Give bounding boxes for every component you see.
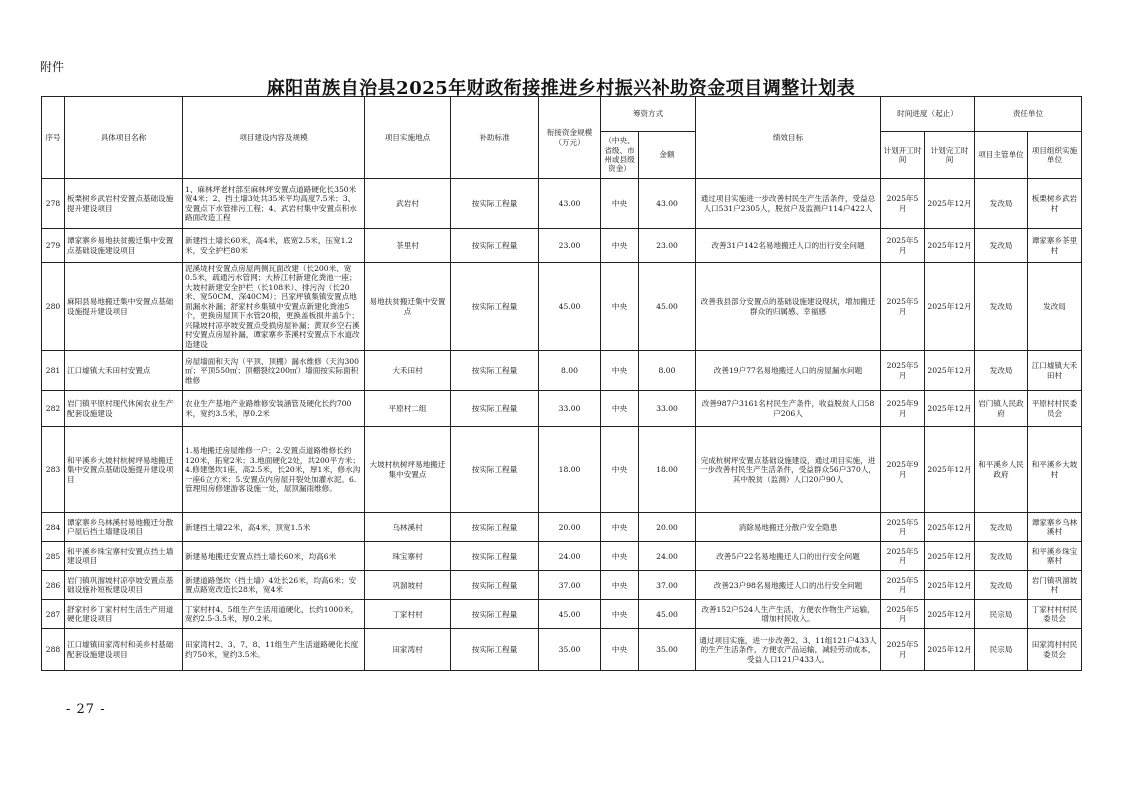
cell-dept: 发改局 xyxy=(975,542,1028,571)
cell-scale: 43.00 xyxy=(539,179,601,229)
cell-dept: 岩门镇人民政府 xyxy=(975,391,1028,427)
cell-location: 武岩村 xyxy=(365,179,451,229)
cell-start: 2025年5月 xyxy=(881,351,925,391)
cell-content: 农业生产基地产业路维修安装涵管及硬化长约700米，宽约3.5米，厚0.2米 xyxy=(183,391,365,427)
cell-src: 中央 xyxy=(601,629,639,671)
cell-end: 2025年12月 xyxy=(925,351,975,391)
cell-content: 房屋墙面和天沟（平顶、顶棚）漏水维修（天沟300㎡；平顶550㎡；顶棚裂纹200㎡）墙面按实际面积维修 xyxy=(183,351,365,391)
cell-name: 和平溪乡珠宝寨村安置点挡土墙建设项目 xyxy=(65,542,183,571)
cell-amount: 20.00 xyxy=(639,513,696,542)
cell-goal: 改善152户524人生产生活，方便农作物生产运输，增加村民收入。 xyxy=(696,600,881,629)
cell-seq: 281 xyxy=(42,351,65,391)
cell-location: 田家湾村 xyxy=(365,629,451,671)
cell-location: 大禾田村 xyxy=(365,351,451,391)
cell-goal: 消除易地搬迁分散户安全隐患 xyxy=(696,513,881,542)
plan-table xyxy=(41,96,1082,671)
cell-content: 新建道路堡坎（挡土墙）4处长26米，均高6米；安置点路宽改造长28米，宽4米 xyxy=(183,571,365,600)
cell-goal: 完成杭树坪安置点基础设施建设，通过项目实施，进一步改善村民生产生活条件，受益群众56户370人，其中脱贫（监测）人口20户90人 xyxy=(696,427,881,513)
cell-dept: 发改局 xyxy=(975,229,1028,263)
cell-content: 1.易地搬迁房屋维修一户；2.安置点道路维修长约120米，拓宽2米；3.地面硬化2处，共200平方米；4.修建堡坎1座，高2.5米，长20米，厚1米，修水沟一座6立方米；5.安置点内房屋开裂处加灌水泥。6.管理用房修建游客设施一处，屋顶漏雨维修。 xyxy=(183,427,365,513)
cell-scale: 8.00 xyxy=(539,351,601,391)
cell-dept: 发改局 xyxy=(975,513,1028,542)
header-goal: 绩效目标 xyxy=(696,97,881,179)
cell-dept: 发改局 xyxy=(975,263,1028,351)
cell-end: 2025年12月 xyxy=(925,542,975,571)
cell-scale: 18.00 xyxy=(539,427,601,513)
table-row xyxy=(42,263,1082,351)
cell-name: 板栗树乡武岩村安置点基础设施提升建设项目 xyxy=(65,179,183,229)
cell-start: 2025年5月 xyxy=(881,179,925,229)
cell-name: 岩门镇平原村现代休闲农业生产配套设施建设 xyxy=(65,391,183,427)
cell-org: 谭家寨乡茶里村 xyxy=(1028,229,1082,263)
cell-org: 板栗树乡武岩村 xyxy=(1028,179,1082,229)
cell-amount: 37.00 xyxy=(639,571,696,600)
cell-amount: 23.00 xyxy=(639,229,696,263)
cell-name: 岩门镇巩溜坡村凉亭坡安置点基础设施补短板建设项目 xyxy=(65,571,183,600)
header-org: 项目组织实施单位 xyxy=(1028,132,1082,179)
cell-goal: 改善31户142名易地搬迁人口的出行安全问题 xyxy=(696,229,881,263)
cell-scale: 33.00 xyxy=(539,391,601,427)
cell-goal: 改善5户22名易地搬迁人口的出行安全问题 xyxy=(696,542,881,571)
cell-scale: 37.00 xyxy=(539,571,601,600)
cell-goal: 改善我县部分安置点的基础设施建设现状，增加搬迁群众的归属感、幸福感 xyxy=(696,263,881,351)
cell-scale: 35.00 xyxy=(539,629,601,671)
cell-seq: 280 xyxy=(42,263,65,351)
cell-standard: 按实际工程量 xyxy=(451,600,539,629)
cell-amount: 24.00 xyxy=(639,542,696,571)
cell-scale: 23.00 xyxy=(539,229,601,263)
cell-src: 中央 xyxy=(601,351,639,391)
cell-amount: 45.00 xyxy=(639,600,696,629)
header-standard: 补助标准 xyxy=(451,97,539,179)
cell-src: 中央 xyxy=(601,427,639,513)
header-schedule: 时间进度（起止） xyxy=(881,97,975,132)
cell-src: 中央 xyxy=(601,571,639,600)
cell-name: 麻阳县易地搬迁集中安置点基础设施提升建设项目 xyxy=(65,263,183,351)
cell-start: 2025年5月 xyxy=(881,513,925,542)
cell-location: 丁家村村 xyxy=(365,600,451,629)
cell-start: 2025年5月 xyxy=(881,229,925,263)
cell-amount: 43.00 xyxy=(639,179,696,229)
cell-scale: 20.00 xyxy=(539,513,601,542)
cell-seq: 285 xyxy=(42,542,65,571)
header-content: 项目建设内容及规模 xyxy=(183,97,365,179)
header-seq: 序号 xyxy=(42,97,65,179)
cell-standard: 按实际工程量 xyxy=(451,542,539,571)
cell-seq: 278 xyxy=(42,179,65,229)
cell-amount: 18.00 xyxy=(639,427,696,513)
cell-name: 和平溪乡大坡村杭树坪易地搬迁集中安置点基础设施提升建设项目 xyxy=(65,427,183,513)
cell-content: 新建挡土墙22米，高4米，顶宽1.5米 xyxy=(183,513,365,542)
cell-end: 2025年12月 xyxy=(925,263,975,351)
table-row xyxy=(42,179,1082,229)
cell-name: 谭家寨乡易地扶贫搬迁集中安置点基础设施建设项目 xyxy=(65,229,183,263)
cell-content: 新建挡土墙长60米，高4米，底宽2.5米，压宽1.2米，安全护栏80米 xyxy=(183,229,365,263)
cell-scale: 45.00 xyxy=(539,263,601,351)
header-end: 计划完工时间 xyxy=(925,132,975,179)
table-row xyxy=(42,229,1082,263)
header-resp: 责任单位 xyxy=(975,97,1082,132)
cell-seq: 282 xyxy=(42,391,65,427)
header-funding-src: （中央、省级、市州或县级资金） xyxy=(601,132,639,179)
cell-start: 2025年9月 xyxy=(881,427,925,513)
cell-location: 珠宝寨村 xyxy=(365,542,451,571)
cell-seq: 279 xyxy=(42,229,65,263)
cell-standard: 按实际工程量 xyxy=(451,629,539,671)
cell-location: 易地扶贫搬迁集中安置点 xyxy=(365,263,451,351)
cell-name: 江口墟镇大禾田村安置点 xyxy=(65,351,183,391)
cell-amount: 35.00 xyxy=(639,629,696,671)
cell-name: 谭家寨乡乌林溪村易地搬迁分散户屋后挡土墙建设项目 xyxy=(65,513,183,542)
cell-org: 谭家寨乡乌林溪村 xyxy=(1028,513,1082,542)
cell-end: 2025年12月 xyxy=(925,427,975,513)
cell-org: 发改局 xyxy=(1028,263,1082,351)
cell-dept: 发改局 xyxy=(975,351,1028,391)
table-row xyxy=(42,351,1082,391)
cell-content: 1、麻林坪老村部至麻林坪安置点道路硬化长350米宽4米；2、挡土墙3处共35米平均高度7.5米；3、安置点下水管排污工程；4、武岩村集中安置点积水路面改造工程 xyxy=(183,179,365,229)
cell-src: 中央 xyxy=(601,263,639,351)
cell-start: 2025年9月 xyxy=(881,391,925,427)
cell-location: 平原村二组 xyxy=(365,391,451,427)
cell-start: 2025年5月 xyxy=(881,542,925,571)
cell-end: 2025年12月 xyxy=(925,629,975,671)
cell-end: 2025年12月 xyxy=(925,229,975,263)
cell-dept: 民宗局 xyxy=(975,629,1028,671)
table-row xyxy=(42,427,1082,513)
cell-amount: 45.00 xyxy=(639,263,696,351)
header-scale: 衔接资金规模（万元） xyxy=(539,97,601,179)
cell-seq: 286 xyxy=(42,571,65,600)
header-location: 项目实施地点 xyxy=(365,97,451,179)
header-name: 具体项目名称 xyxy=(65,97,183,179)
cell-dept: 发改局 xyxy=(975,179,1028,229)
cell-location: 巩溜坡村 xyxy=(365,571,451,600)
cell-content: 丁家村村4、5组生产生活用道硬化，长约1000米，宽约2.5-3.5米，厚0.2米。 xyxy=(183,600,365,629)
cell-goal: 通过项目实施，进一步改善2、3、11组121户433人的生产生活条件，方便农产品运输，减轻劳动成本，受益人口121户433人。 xyxy=(696,629,881,671)
cell-org: 岩门镇巩溜坡村 xyxy=(1028,571,1082,600)
cell-seq: 284 xyxy=(42,513,65,542)
cell-location: 大坡村杭树坪易地搬迁集中安置点 xyxy=(365,427,451,513)
cell-standard: 按实际工程量 xyxy=(451,427,539,513)
cell-standard: 按实际工程量 xyxy=(451,351,539,391)
table-row xyxy=(42,513,1082,542)
cell-seq: 287 xyxy=(42,600,65,629)
cell-content: 泥溪垅村安置点房屋两侧瓦面改建（长200米、宽0.5米，疏通污水管网；大桥江村新建化粪池一座；大坡村新建安全护栏（长108米）、排污沟（长20米、宽50CM、深40CM）；吕家坪镇集镇安置点地面漏水补漏；舒家村乡集镇中安置点新建化粪池5个，更换房屋顶下水管20根，更换盖板损井盖5个；兴隆坡村凉亭坡安置点受损房屋补漏；黄双乡空石溪村安置点房屋补漏，谭家寨乡茶溪村安置点下水道改造建设 xyxy=(183,263,365,351)
cell-content: 田家湾村2、3、7、8、11组生产生活道路硬化长度约750米，宽约3.5米。 xyxy=(183,629,365,671)
cell-end: 2025年12月 xyxy=(925,391,975,427)
cell-dept: 发改局 xyxy=(975,571,1028,600)
cell-scale: 45.00 xyxy=(539,600,601,629)
cell-goal: 改善987户3161名村民生产条件，收益脱贫人口58户206人 xyxy=(696,391,881,427)
table-row xyxy=(42,629,1082,671)
cell-end: 2025年12月 xyxy=(925,513,975,542)
cell-src: 中央 xyxy=(601,179,639,229)
table-row xyxy=(42,600,1082,629)
cell-seq: 283 xyxy=(42,427,65,513)
cell-src: 中央 xyxy=(601,513,639,542)
cell-standard: 按实际工程量 xyxy=(451,513,539,542)
header-funding-amt: 金额 xyxy=(639,132,696,179)
cell-end: 2025年12月 xyxy=(925,600,975,629)
cell-seq: 288 xyxy=(42,629,65,671)
cell-scale: 24.00 xyxy=(539,542,601,571)
cell-end: 2025年12月 xyxy=(925,571,975,600)
cell-standard: 按实际工程量 xyxy=(451,263,539,351)
cell-org: 和平溪乡珠宝寨村 xyxy=(1028,542,1082,571)
cell-src: 中央 xyxy=(601,600,639,629)
cell-start: 2025年5月 xyxy=(881,629,925,671)
cell-dept: 和平溪乡人民政府 xyxy=(975,427,1028,513)
table-row xyxy=(42,571,1082,600)
cell-standard: 按实际工程量 xyxy=(451,571,539,600)
header-start: 计划开工时间 xyxy=(881,132,925,179)
cell-src: 中央 xyxy=(601,542,639,571)
cell-start: 2025年5月 xyxy=(881,600,925,629)
cell-org: 田家湾村村民委员会 xyxy=(1028,629,1082,671)
cell-name: 江口墟镇田家湾村和美乡村基础配套设施建设项目 xyxy=(65,629,183,671)
annex-label: 附件 xyxy=(40,60,65,74)
cell-amount: 8.00 xyxy=(639,351,696,391)
cell-org: 江口墟镇大禾田村 xyxy=(1028,351,1082,391)
header-funding: 筹资方式 xyxy=(601,97,696,132)
cell-amount: 33.00 xyxy=(639,391,696,427)
cell-goal: 改善19户77名易地搬迁人口的房屋漏水问题 xyxy=(696,351,881,391)
cell-start: 2025年5月 xyxy=(881,263,925,351)
table-row xyxy=(42,391,1082,427)
cell-name: 舒家村乡丁家村村生活生产用道硬化建设项目 xyxy=(65,600,183,629)
cell-start: 2025年5月 xyxy=(881,571,925,600)
cell-goal: 改善23户98名易地搬迁人口的出行安全问题 xyxy=(696,571,881,600)
cell-goal: 通过项目实施进一步改善村民生产生活条件，受益总人口531户2305人，脱贫户及监测户114户422人 xyxy=(696,179,881,229)
table-row xyxy=(42,542,1082,571)
page-number: - 27 - xyxy=(66,702,106,717)
cell-org: 平原村村民委员会 xyxy=(1028,391,1082,427)
cell-standard: 按实际工程量 xyxy=(451,229,539,263)
cell-src: 中央 xyxy=(601,391,639,427)
cell-location: 茶里村 xyxy=(365,229,451,263)
page-title: 麻阳苗族自治县2025年财政衔接推进乡村振兴补助资金项目调整计划表 xyxy=(266,78,856,99)
cell-location: 乌林溪村 xyxy=(365,513,451,542)
cell-src: 中央 xyxy=(601,229,639,263)
cell-end: 2025年12月 xyxy=(925,179,975,229)
cell-org: 丁家村村村民委员会 xyxy=(1028,600,1082,629)
cell-content: 新建易地搬迁安置点挡土墙长60米，均高6米 xyxy=(183,542,365,571)
cell-standard: 按实际工程量 xyxy=(451,179,539,229)
cell-dept: 民宗局 xyxy=(975,600,1028,629)
cell-org: 和平溪乡大坡村 xyxy=(1028,427,1082,513)
cell-standard: 按实际工程量 xyxy=(451,391,539,427)
header-dept: 项目主管单位 xyxy=(975,132,1028,179)
